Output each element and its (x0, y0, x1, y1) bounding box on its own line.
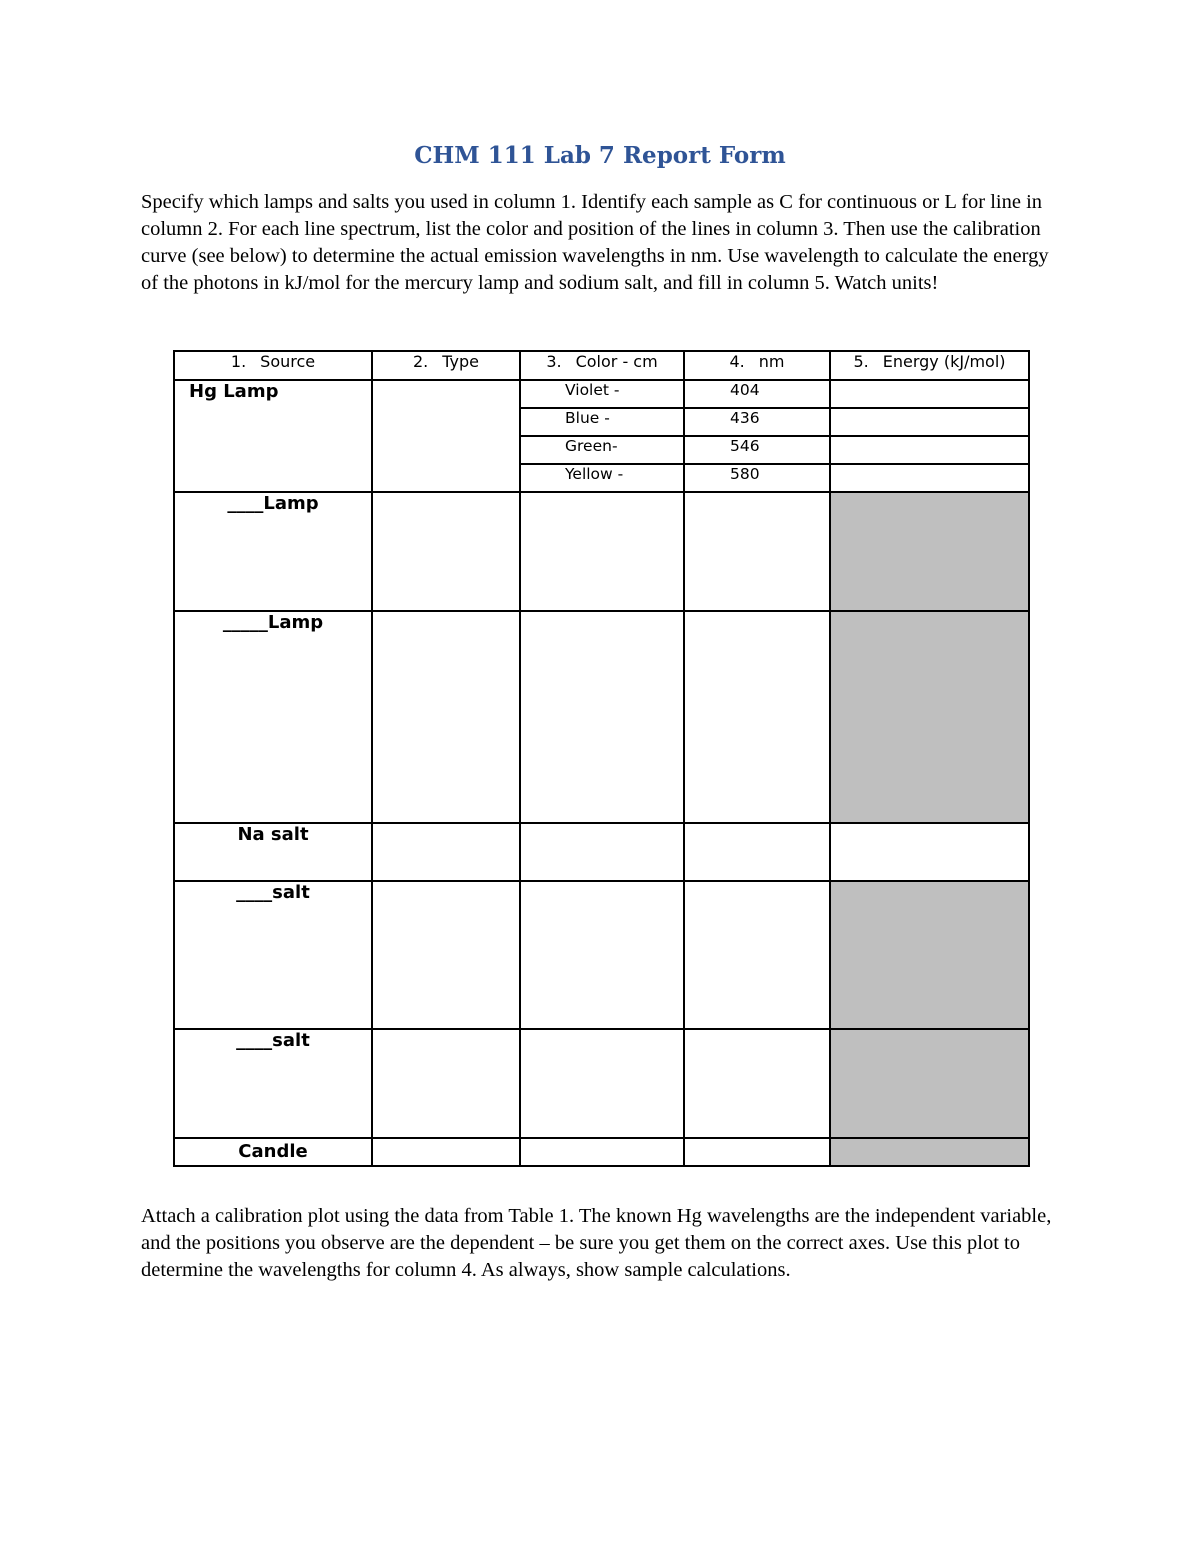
nm-cell[interactable] (684, 492, 830, 611)
source-cell-na-salt: Na salt (174, 823, 372, 881)
table-row (174, 1029, 1029, 1138)
nm-cell[interactable] (684, 881, 830, 1029)
header-nm: 4. nm (684, 351, 830, 380)
nm-cell: 546 (684, 436, 830, 464)
color-cell: Blue - (520, 408, 684, 436)
calibration-instructions: Attach a calibration plot using the data from Table 1. The known Hg wavelengths are the independent variable, and the positions you observe are the dependent – be sure you get them on the correct axes. Use this plot to determine the wavelengths for column 4. As always, show sample calculations. (141, 1205, 1052, 1281)
energy-cell[interactable] (830, 380, 1029, 408)
nm-cell: 404 (684, 380, 830, 408)
report-table (173, 350, 1030, 1167)
table-row (174, 611, 1029, 823)
header-energy: 5. Energy (kJ/mol) (830, 351, 1029, 380)
source-cell-salt: ____salt (174, 1029, 372, 1138)
table-row (174, 823, 1029, 881)
energy-cell-shaded (830, 611, 1029, 823)
source-cell-hg-lamp: Hg Lamp (174, 380, 372, 492)
type-cell[interactable] (372, 1029, 520, 1138)
energy-cell-shaded (830, 881, 1029, 1029)
instructions-paragraph: Specify which lamps and salts you used in column 1. Identify each sample as C for continuous or L for line in column 2. For each line spectrum, list the color and position of the lines in column 3. Then use the calibration curve (see below) to determine the actual emission wavelengths in nm. Use wavelength to calculate the energy of the photons in kJ/mol for the mercury lamp and sodium salt, and fill in column 5. Watch units! (141, 191, 1049, 294)
source-cell-salt: ____salt (174, 881, 372, 1029)
color-cell[interactable] (520, 881, 684, 1029)
source-cell-candle: Candle (174, 1138, 372, 1166)
table-row (174, 881, 1029, 1029)
energy-cell-shaded (830, 1029, 1029, 1138)
color-cell[interactable] (520, 611, 684, 823)
nm-cell[interactable] (684, 1029, 830, 1138)
nm-cell: 580 (684, 464, 830, 492)
type-cell[interactable] (372, 611, 520, 823)
energy-cell[interactable] (830, 408, 1029, 436)
energy-cell-shaded (830, 492, 1029, 611)
page-title: CHM 111 Lab 7 Report Form (414, 142, 786, 169)
color-cell[interactable] (520, 1029, 684, 1138)
header-color: 3. Color - cm (520, 351, 684, 380)
table-row (174, 492, 1029, 611)
type-cell[interactable] (372, 1138, 520, 1166)
table-row (174, 380, 1029, 408)
color-cell: Yellow - (520, 464, 684, 492)
table-row (174, 1138, 1029, 1166)
energy-cell-shaded (830, 1138, 1029, 1166)
nm-cell[interactable] (684, 1138, 830, 1166)
nm-cell[interactable] (684, 823, 830, 881)
header-type: 2. Type (372, 351, 520, 380)
source-cell-lamp: ____Lamp (174, 492, 372, 611)
nm-cell: 436 (684, 408, 830, 436)
type-cell[interactable] (372, 881, 520, 1029)
type-cell[interactable] (372, 492, 520, 611)
header-source: 1. Source (174, 351, 372, 380)
color-cell[interactable] (520, 1138, 684, 1166)
color-cell[interactable] (520, 823, 684, 881)
type-cell[interactable] (372, 380, 520, 492)
color-cell: Green- (520, 436, 684, 464)
energy-cell[interactable] (830, 464, 1029, 492)
energy-cell[interactable] (830, 436, 1029, 464)
source-cell-lamp: _____Lamp (174, 611, 372, 823)
color-cell: Violet - (520, 380, 684, 408)
table-header-row (174, 351, 1029, 380)
nm-cell[interactable] (684, 611, 830, 823)
type-cell[interactable] (372, 823, 520, 881)
color-cell[interactable] (520, 492, 684, 611)
energy-cell[interactable] (830, 823, 1029, 881)
